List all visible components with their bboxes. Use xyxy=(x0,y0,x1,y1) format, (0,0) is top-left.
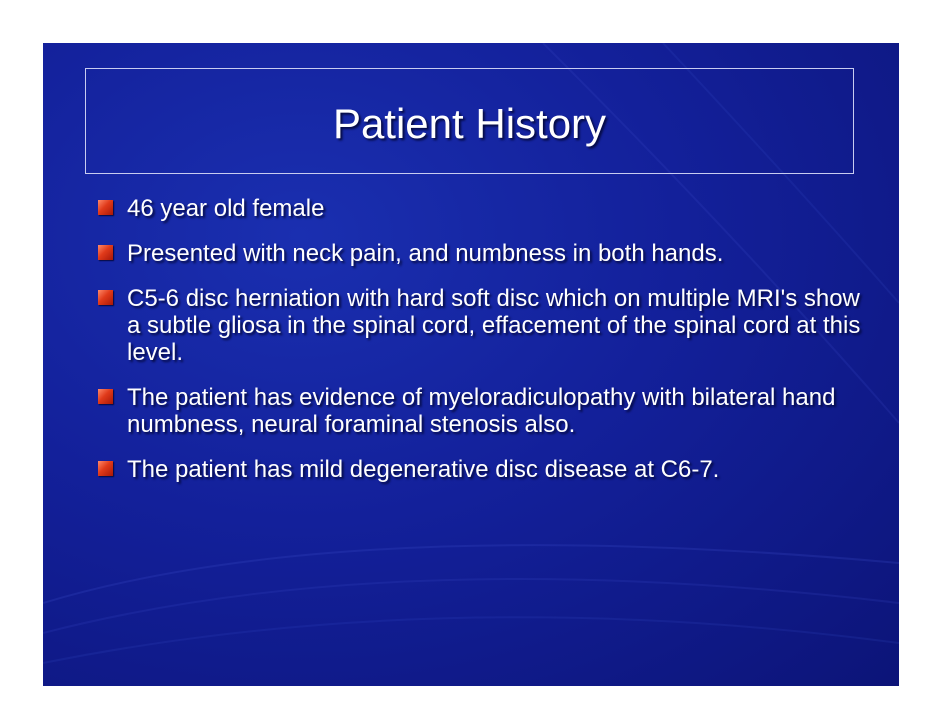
bullet-item xyxy=(98,456,868,483)
slide xyxy=(43,43,899,686)
bullet-square-icon xyxy=(98,200,113,215)
bullet-square-icon xyxy=(98,290,113,305)
bullet-item xyxy=(98,240,868,267)
bullet-text: 46 year old female xyxy=(127,195,325,222)
bullet-text: C5-6 disc herniation with hard soft disc which on multiple MRI's show a subtle gliosa in the spinal cord, effacement of the spinal cord at this level. xyxy=(127,285,861,366)
bullet-text: The patient has mild degenerative disc disease at C6-7. xyxy=(127,456,720,483)
bullet-square-icon xyxy=(98,389,113,404)
bullet-square-icon xyxy=(98,461,113,476)
bullet-text: Presented with neck pain, and numbness in both hands. xyxy=(127,240,724,267)
bullet-item xyxy=(98,384,868,438)
bullet-list xyxy=(98,195,868,501)
slide-title: Patient History xyxy=(332,100,607,147)
bullet-text: The patient has evidence of myeloradiculopathy with bilateral hand numbness, neural foraminal stenosis also. xyxy=(127,384,836,438)
bullet-item xyxy=(98,285,868,366)
title-box xyxy=(85,68,854,174)
bullet-square-icon xyxy=(98,245,113,260)
bullet-item xyxy=(98,195,868,222)
